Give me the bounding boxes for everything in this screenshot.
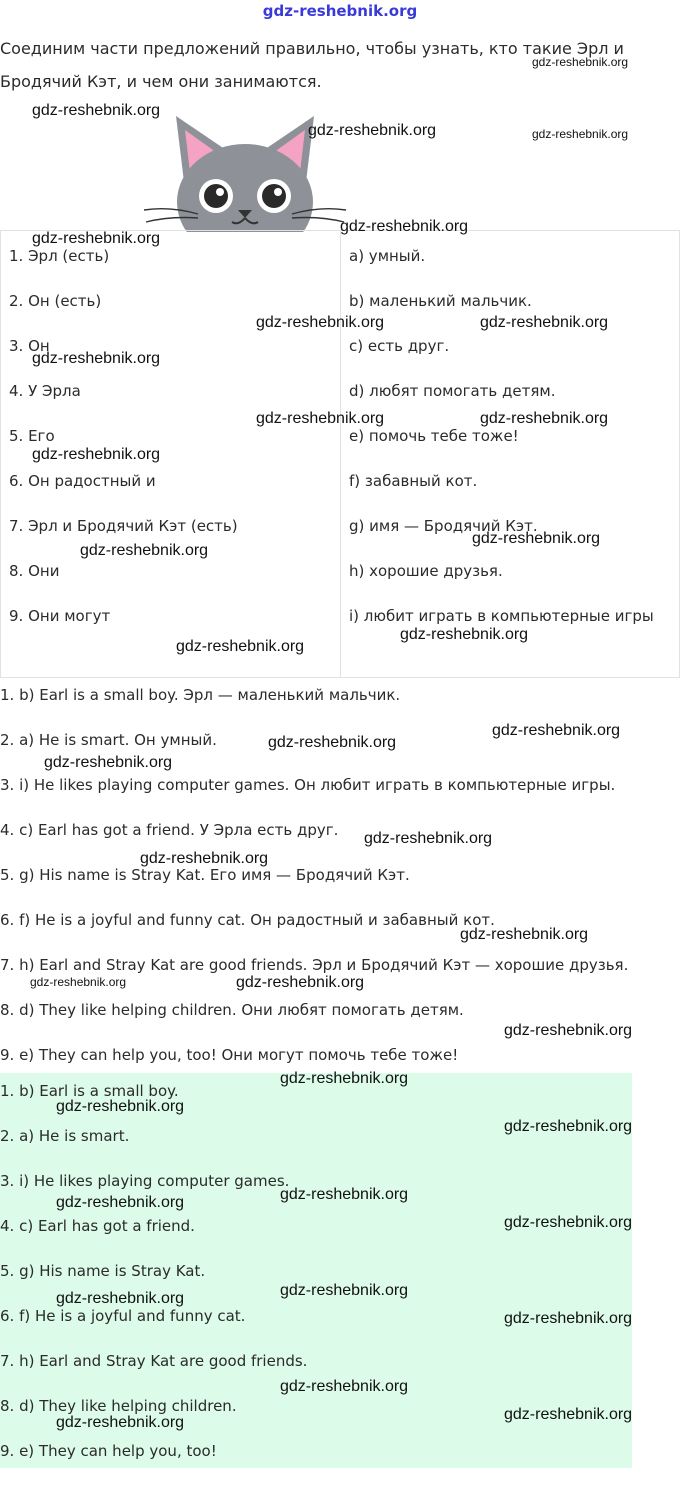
right-item: e) помочь тебе тоже!: [349, 427, 519, 445]
answer-line: 8. d) They like helping children. Они любят помогать детям.: [0, 1001, 464, 1019]
answer-line: 3. i) He likes playing computer games. Он любит играть в компьютерные игры.: [0, 776, 616, 794]
answer-line: 9. e) They can help you, too! Они могут помочь тебе тоже!: [0, 1046, 459, 1064]
watermark: gdz-reshebnik.org: [80, 542, 209, 559]
watermark: gdz-reshebnik.org: [504, 1022, 633, 1039]
watermark: gdz-reshebnik.org: [532, 55, 629, 69]
right-item: f) забавный кот.: [349, 472, 478, 490]
left-item: 5. Его: [9, 427, 55, 445]
right-item: c) есть друг.: [349, 337, 450, 355]
watermark: gdz-reshebnik.org: [472, 530, 601, 547]
left-item: 2. Он (есть): [9, 292, 102, 310]
final-answer-line: 6. f) He is a joyful and funny cat.: [0, 1307, 246, 1325]
intro-line-2: Бродячий Кэт, и чем они занимаются.: [0, 72, 322, 91]
watermark: gdz-reshebnik.org: [280, 1282, 409, 1299]
left-item: 8. Они: [9, 562, 60, 580]
intro-line-1: Соединим части предложений правильно, чтобы узнать, кто такие Эрл и: [0, 39, 624, 58]
answer-line: 4. c) Earl has got a friend. У Эрла есть друг.: [0, 821, 339, 839]
page-title[interactable]: gdz-reshebnik.org: [262, 2, 418, 20]
watermark: gdz-reshebnik.org: [504, 1118, 633, 1135]
watermark: gdz-reshebnik.org: [32, 350, 161, 367]
left-item: 1. Эрл (есть): [9, 247, 110, 265]
watermark: gdz-reshebnik.org: [56, 1414, 185, 1431]
final-answer-line: 5. g) His name is Stray Kat.: [0, 1262, 206, 1280]
left-item: 9. Они могут: [9, 607, 111, 625]
watermark: gdz-reshebnik.org: [32, 230, 161, 247]
final-answer-line: 8. d) They like helping children.: [0, 1397, 237, 1415]
watermark: gdz-reshebnik.org: [256, 314, 385, 331]
final-answer-line: 7. h) Earl and Stray Kat are good friends.: [0, 1352, 308, 1370]
watermark: gdz-reshebnik.org: [504, 1214, 633, 1231]
right-item: i) любит играть в компьютерные игры: [349, 607, 654, 625]
watermark: gdz-reshebnik.org: [256, 410, 385, 427]
watermark: gdz-reshebnik.org: [32, 102, 161, 119]
answer-line: 7. h) Earl and Stray Kat are good friends. Эрл и Бродячий Кэт — хорошие друзья.: [0, 956, 629, 974]
watermark: gdz-reshebnik.org: [56, 1290, 185, 1307]
final-answer-line: 9. e) They can help you, too!: [0, 1442, 217, 1460]
watermark: gdz-reshebnik.org: [236, 974, 365, 991]
watermark: gdz-reshebnik.org: [532, 127, 629, 141]
watermark: gdz-reshebnik.org: [280, 1186, 409, 1203]
watermark: gdz-reshebnik.org: [492, 722, 621, 739]
watermark: gdz-reshebnik.org: [140, 850, 269, 867]
watermark: gdz-reshebnik.org: [308, 122, 437, 139]
left-item: 7. Эрл и Бродячий Кэт (есть): [9, 517, 238, 535]
right-item: a) умный.: [349, 247, 426, 265]
final-answer-line: 3. i) He likes playing computer games.: [0, 1172, 290, 1190]
watermark: gdz-reshebnik.org: [30, 975, 127, 989]
watermark: gdz-reshebnik.org: [400, 626, 529, 643]
answer-line: 6. f) He is a joyful and funny cat. Он радостный и забавный кот.: [0, 911, 495, 929]
watermark: gdz-reshebnik.org: [480, 314, 609, 331]
answer-line: 5. g) His name is Stray Kat. Его имя — Бродячий Кэт.: [0, 866, 410, 884]
watermark: gdz-reshebnik.org: [44, 754, 173, 771]
watermark: gdz-reshebnik.org: [280, 1070, 409, 1087]
answer-line: 2. a) He is smart. Он умный.: [0, 731, 217, 749]
right-item: b) маленький мальчик.: [349, 292, 532, 310]
watermark: gdz-reshebnik.org: [504, 1310, 633, 1327]
watermark: gdz-reshebnik.org: [364, 830, 493, 847]
watermark: gdz-reshebnik.org: [56, 1194, 185, 1211]
right-item: g) имя — Бродячий Кэт.: [349, 517, 538, 535]
left-item: 4. У Эрла: [9, 382, 81, 400]
right-item: h) хорошие друзья.: [349, 562, 503, 580]
watermark: gdz-reshebnik.org: [268, 734, 397, 751]
right-column: [341, 231, 680, 678]
watermark: gdz-reshebnik.org: [504, 1406, 633, 1423]
final-answer-line: 2. a) He is smart.: [0, 1127, 130, 1145]
watermark: gdz-reshebnik.org: [480, 410, 609, 427]
watermark: gdz-reshebnik.org: [176, 638, 305, 655]
left-item: 3. Он: [9, 337, 50, 355]
right-item: d) любят помогать детям.: [349, 382, 556, 400]
watermark: gdz-reshebnik.org: [280, 1378, 409, 1395]
watermark: gdz-reshebnik.org: [460, 926, 589, 943]
watermark: gdz-reshebnik.org: [56, 1098, 185, 1115]
final-answer-line: 1. b) Earl is a small boy.: [0, 1082, 179, 1100]
left-item: 6. Он радостный и: [9, 472, 156, 490]
answer-line: 1. b) Earl is a small boy. Эрл — маленький мальчик.: [0, 686, 401, 704]
watermark: gdz-reshebnik.org: [32, 446, 161, 463]
final-answer-line: 4. c) Earl has got a friend.: [0, 1217, 195, 1235]
watermark: gdz-reshebnik.org: [340, 218, 469, 235]
